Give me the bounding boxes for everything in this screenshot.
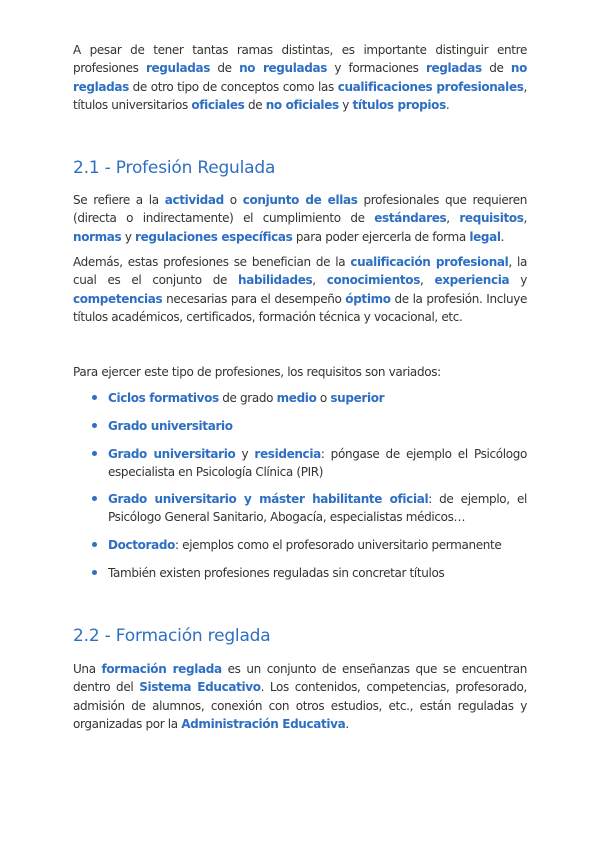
keyword-no-oficiales: no oficiales [265,97,339,112]
keyword-legal: legal [469,229,501,244]
section1-p3-block [73,363,527,381]
body-text: . [345,716,349,731]
keyword-administracion: Administración Educativa [181,716,346,731]
section1-p1-block [73,191,527,246]
section1-paragraph-3: Para ejercer este tipo de profesiones, los requisitos son variados: [73,365,441,379]
keyword-competencias: competencias [73,291,163,306]
keyword-grado: Grado universitario [108,447,236,461]
list-text: : de ejemplo, el Psicólogo General Sanitario, Abogacía, especialistas médicos… [108,492,527,525]
body-text: es un conjunto de enseñanzas que se encuentran dentro del [73,662,527,695]
bullet-icon [92,395,97,400]
body-text: para poder ejercerla de forma [292,229,470,244]
intro-text: . [445,97,450,112]
section2-heading-block [73,626,527,646]
bullet-icon [92,423,97,428]
section2-paragraph-1 [73,660,527,733]
bullet-icon [92,451,97,456]
keyword-medio: medio [276,391,317,405]
requirements-list-block [73,389,527,589]
list-item [73,445,527,482]
list-item [73,490,527,527]
keyword-optimo: óptimo [345,291,391,306]
list-text: de grado [218,391,277,405]
section1-paragraph-2 [73,253,527,326]
body-text: , [446,211,460,226]
list-item [73,417,527,435]
keyword-sistema-educativo: Sistema Educativo [139,680,261,695]
keyword-formacion-reglada: formación reglada [101,662,222,676]
intro-text: y [338,97,353,112]
keyword-cualificaciones: cualificaciones profesionales [337,79,524,94]
body-text: , [420,273,435,288]
intro-paragraph [73,41,527,114]
keyword-regladas: regladas [425,61,482,76]
list-item [73,564,527,582]
keyword-superior: superior [330,391,385,405]
body-text: , [312,273,327,288]
body-text: de la profesión. Incluye títulos académicos, certificados, formación técnica y vocacional, etc. [73,291,527,324]
section2-title: 2.2 - Formación reglada [73,626,271,646]
keyword-normas: normas [73,229,122,244]
keyword-master: Grado universitario y máster habilitante oficial [108,492,429,506]
keyword-titulos-propios: títulos propios [352,97,446,112]
body-text: y [121,229,136,244]
keyword-habilidades: habilidades [238,273,313,288]
body-text: , [523,211,527,226]
body-text: Una [73,662,102,676]
intro-text: y formaciones [327,61,426,76]
keyword-regulaciones: regulaciones específicas [135,229,293,244]
keyword-experiencia: experiencia [434,273,510,288]
intro-text: , títulos universitarios [73,79,527,112]
keyword-conocimientos: conocimientos [326,273,420,288]
keyword-grado: Grado universitario [108,419,233,433]
list-item [73,389,527,407]
keyword-actividad: actividad [164,193,224,207]
intro-text: de otro tipo de conceptos como las [128,79,338,94]
body-text: y [509,273,527,288]
intro-text: A pesar de tener tantas ramas distintas, es importante distinguir entre profesiones [73,43,527,76]
keyword-cualificacion: cualificación profesional [350,255,509,269]
keyword-oficiales: oficiales [191,97,245,112]
body-text: Además, estas profesiones se benefician de la [73,255,351,269]
list-text: : póngase de ejemplo el Psicólogo especialista en Psicología Clínica (PIR) [108,447,527,480]
intro-text: de [244,97,266,112]
intro-text: de [210,61,240,76]
body-text: , la cual es el conjunto de [73,255,527,288]
body-text: . Los contenidos, competencias, profesorado, admisión de alumnos, conexión con otros estudios, etc., están reguladas y organizadas por la [73,680,528,731]
section1-paragraph-1 [73,191,527,246]
section1-title: 2.1 - Profesión Regulada [73,158,276,178]
list-text: : ejemplos como el profesorado universitario permanente [175,538,502,552]
body-text: profesionales que requieren (directa o indirectamente) el cumplimiento de [73,193,528,226]
body-text: Se refiere a la [73,193,165,207]
list-text: También existen profesiones reguladas sin concretar títulos [108,566,445,580]
list-text: o [316,391,331,405]
keyword-no-regladas: no regladas [73,61,527,94]
keyword-residencia: residencia [254,447,321,461]
keyword-reguladas: reguladas [145,61,211,76]
body-text: necesarias para el desempeño [162,291,346,306]
keyword-no-reguladas: no reguladas [239,61,328,76]
list-text: y [235,447,255,461]
keyword-conjunto: conjunto de ellas [242,193,358,207]
bullet-icon [92,496,97,501]
intro-text: de [481,61,511,76]
bullet-icon [92,542,97,547]
body-text: o [223,193,243,207]
keyword-doctorado: Doctorado [108,538,175,552]
intro-block [73,41,527,114]
section1-p2-block [73,253,527,326]
bullet-icon [92,570,97,575]
keyword-requisitos: requisitos [459,211,524,226]
keyword-estandares: estándares [374,211,447,226]
keyword-ciclos: Ciclos formativos [108,391,219,405]
list-item [73,536,527,554]
section2-p1-block [73,660,527,733]
section1-heading-block [73,158,527,178]
body-text: . [500,229,505,244]
